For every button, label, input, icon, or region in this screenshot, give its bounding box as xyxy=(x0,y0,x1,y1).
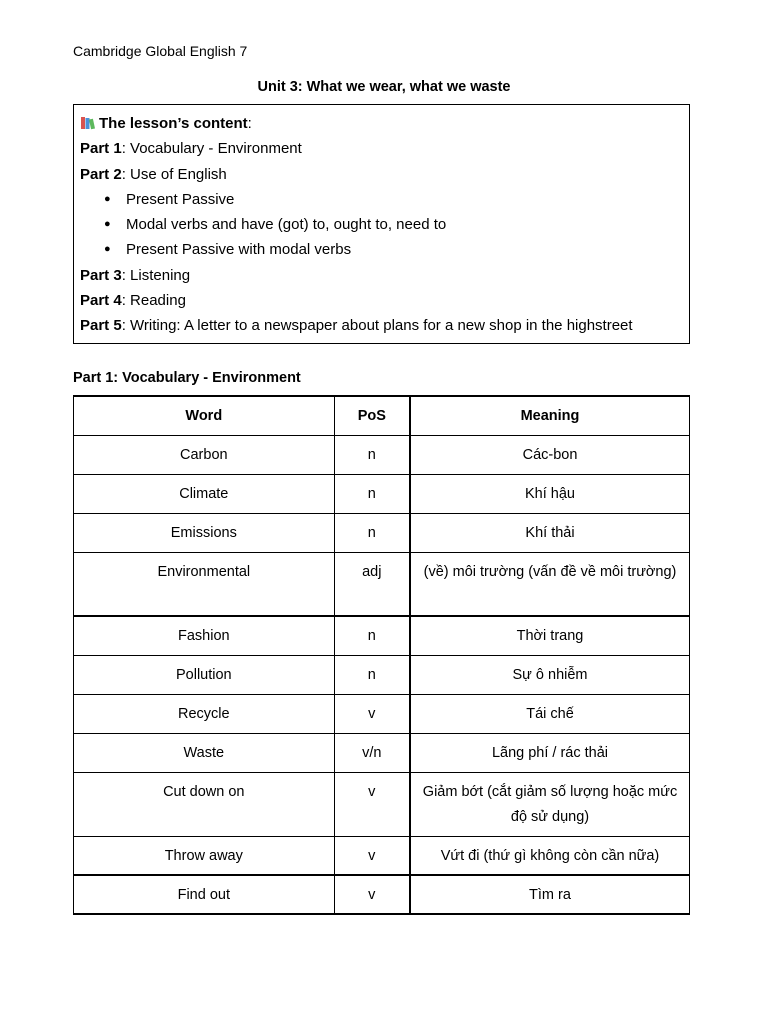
part2-text: : Use of English xyxy=(121,165,227,183)
part1-line xyxy=(80,136,689,161)
cell-pos: n xyxy=(334,513,410,552)
cell-word: Recycle xyxy=(74,694,335,733)
cell-pos: n xyxy=(334,616,410,655)
table-row xyxy=(74,616,690,655)
cell-pos: n xyxy=(334,435,410,474)
part3-label: Part 3 xyxy=(80,266,122,284)
cell-word: Climate xyxy=(74,474,335,513)
part4-line xyxy=(80,288,689,313)
cell-word: Emissions xyxy=(74,513,335,552)
cell-meaning: Giảm bớt (cắt giảm số lượng hoặc mức độ sử dụng) xyxy=(410,772,690,836)
part1-text: : Vocabulary - Environment xyxy=(121,140,302,158)
bullet-item xyxy=(80,212,689,237)
bullet-dot-icon: ● xyxy=(104,218,111,231)
cell-meaning: Các-bon xyxy=(410,435,690,474)
bullet-item xyxy=(80,187,689,212)
cell-meaning: Sự ô nhiễm xyxy=(410,655,690,694)
cell-pos: v xyxy=(334,772,410,836)
header-meaning: Meaning xyxy=(410,396,690,435)
cell-meaning: Vứt đi (thứ gì không còn cần nữa) xyxy=(410,836,690,875)
table-row xyxy=(74,733,690,772)
lesson-content-box xyxy=(73,104,690,344)
bullet-item xyxy=(80,237,689,262)
cell-word: Environmental xyxy=(74,552,335,616)
part3-line xyxy=(80,263,689,288)
table-row xyxy=(74,552,690,616)
table-row xyxy=(74,655,690,694)
bullet-text: Modal verbs and have (got) to, ought to, need to xyxy=(126,216,447,234)
lesson-heading-colon: : xyxy=(247,115,252,132)
table-row xyxy=(74,474,690,513)
table-row xyxy=(74,435,690,474)
cell-word: Fashion xyxy=(74,616,335,655)
header-word: Word xyxy=(74,396,335,435)
cell-pos: v xyxy=(334,875,410,914)
table-row xyxy=(74,875,690,914)
bullet-dot-icon: ● xyxy=(104,192,111,205)
lesson-heading: The lesson’s content xyxy=(99,115,248,132)
table-row xyxy=(74,513,690,552)
cell-pos: n xyxy=(334,474,410,513)
cell-meaning: Khí thải xyxy=(410,513,690,552)
unit-title: Unit 3: What we wear, what we waste xyxy=(257,79,511,95)
cell-word: Carbon xyxy=(74,435,335,474)
bullet-text: Present Passive with modal verbs xyxy=(126,241,352,259)
vocab-section-title: Part 1: Vocabulary - Environment xyxy=(73,370,301,386)
lesson-heading-line xyxy=(80,111,689,136)
cell-pos: v xyxy=(334,694,410,733)
part1-label: Part 1 xyxy=(80,140,122,158)
part4-text: : Reading xyxy=(121,292,186,310)
part5-line xyxy=(80,313,689,338)
cell-word: Cut down on xyxy=(74,772,335,836)
bullet-dot-icon: ● xyxy=(104,243,111,256)
cell-meaning: (về) môi trường (vấn đề về môi trường) xyxy=(410,552,690,616)
vocab-table xyxy=(73,395,690,915)
cell-pos: v/n xyxy=(334,733,410,772)
part5-label: Part 5 xyxy=(80,317,122,335)
cell-pos: n xyxy=(334,655,410,694)
header-pos: PoS xyxy=(334,396,410,435)
course-name: Cambridge Global English 7 xyxy=(73,43,248,59)
cell-meaning: Khí hậu xyxy=(410,474,690,513)
table-header-row xyxy=(74,396,690,435)
part3-text: : Listening xyxy=(121,266,191,284)
cell-word: Waste xyxy=(74,733,335,772)
books-icon xyxy=(80,113,97,127)
cell-meaning: Thời trang xyxy=(410,616,690,655)
cell-word: Find out xyxy=(74,875,335,914)
part4-label: Part 4 xyxy=(80,292,122,310)
part5-text: : Writing: A letter to a newspaper about plans for a new shop in the highstreet xyxy=(121,317,633,335)
bullet-text: Present Passive xyxy=(126,190,235,208)
cell-meaning: Tìm ra xyxy=(410,875,690,914)
table-row xyxy=(74,772,690,836)
part2-line xyxy=(80,162,689,187)
table-row xyxy=(74,694,690,733)
cell-word: Throw away xyxy=(74,836,335,875)
part2-label: Part 2 xyxy=(80,165,122,183)
cell-meaning: Tái chế xyxy=(410,694,690,733)
cell-pos: adj xyxy=(334,552,410,616)
cell-meaning: Lãng phí / rác thải xyxy=(410,733,690,772)
table-row xyxy=(74,836,690,875)
cell-pos: v xyxy=(334,836,410,875)
cell-word: Pollution xyxy=(74,655,335,694)
